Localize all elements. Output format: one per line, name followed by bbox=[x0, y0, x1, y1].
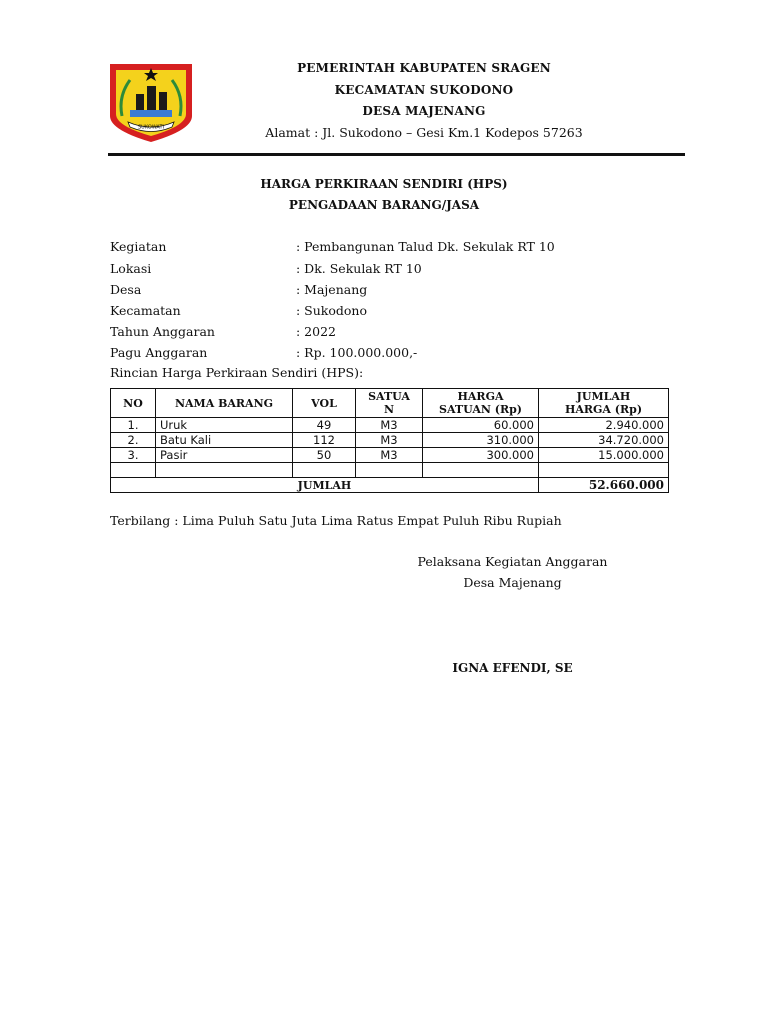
col-header-satuan-line2: N bbox=[383, 403, 395, 416]
cell-empty bbox=[356, 463, 423, 478]
cell-vol: 112 bbox=[293, 433, 356, 448]
cell-no: 2. bbox=[111, 433, 156, 448]
header-address: Alamat : Jl. Sukodono – Gesi Km.1 Kodepos 57263 bbox=[265, 125, 583, 140]
cell-empty bbox=[111, 463, 156, 478]
info-label: Pagu Anggaran bbox=[110, 345, 208, 360]
table-row bbox=[111, 448, 669, 463]
document-subtitle: PENGADAAN BARANG/JASA bbox=[288, 198, 480, 212]
cell-empty bbox=[293, 463, 356, 478]
header-village: DESA MAJENANG bbox=[362, 104, 486, 118]
col-header-jumlah-line2: HARGA (Rp) bbox=[564, 403, 643, 416]
cell-harga-satuan: 310.000 bbox=[423, 433, 539, 448]
cell-jumlah-harga: 15.000.000 bbox=[539, 448, 669, 463]
cell-empty bbox=[539, 463, 669, 478]
cell-empty bbox=[423, 463, 539, 478]
table-row bbox=[111, 433, 669, 448]
header-regency: PEMERINTAH KABUPATEN SRAGEN bbox=[297, 61, 551, 75]
table-caption: Rincian Harga Perkiraan Sendiri (HPS): bbox=[110, 365, 364, 380]
col-header-vol: VOL bbox=[293, 389, 356, 418]
cell-nama-barang: Pasir bbox=[156, 448, 293, 463]
cell-jumlah-harga: 34.720.000 bbox=[539, 433, 669, 448]
cell-nama-barang: Batu Kali bbox=[156, 433, 293, 448]
col-header-satuan-line1: SATUA bbox=[368, 390, 410, 403]
cell-vol: 49 bbox=[293, 418, 356, 433]
cell-nama-barang: Uruk bbox=[156, 418, 293, 433]
info-value: : Sukodono bbox=[296, 303, 368, 318]
info-value: : Majenang bbox=[296, 282, 368, 297]
col-header-jumlah-line1: JUMLAH bbox=[576, 390, 631, 403]
table-header-row bbox=[111, 389, 669, 418]
info-label: Lokasi bbox=[110, 261, 152, 276]
info-value: : Pembangunan Talud Dk. Sekulak RT 10 bbox=[296, 239, 555, 254]
total-value: 52.660.000 bbox=[539, 478, 669, 493]
col-header-harga-satuan bbox=[423, 389, 539, 418]
amount-in-words: Terbilang : Lima Puluh Satu Juta Lima Ratus Empat Puluh Ribu Rupiah bbox=[110, 513, 562, 528]
info-label: Kegiatan bbox=[110, 239, 167, 254]
signature-unit: Desa Majenang bbox=[463, 575, 562, 590]
cell-empty bbox=[156, 463, 293, 478]
signature-role: Pelaksana Kegiatan Anggaran bbox=[417, 554, 608, 569]
header-divider bbox=[108, 153, 685, 156]
cell-no: 3. bbox=[111, 448, 156, 463]
table-row bbox=[111, 418, 669, 433]
table-total-row bbox=[111, 478, 669, 493]
total-label: JUMLAH bbox=[111, 478, 539, 493]
cell-jumlah-harga: 2.940.000 bbox=[539, 418, 669, 433]
hps-table bbox=[110, 388, 669, 493]
cell-harga-satuan: 60.000 bbox=[423, 418, 539, 433]
col-header-harga-line2: SATUAN (Rp) bbox=[439, 403, 522, 416]
cell-satuan: M3 bbox=[356, 418, 423, 433]
col-header-harga-line1: HARGA bbox=[457, 390, 504, 403]
header-district: KECAMATAN SUKODONO bbox=[334, 83, 514, 97]
col-header-nama-barang: NAMA BARANG bbox=[156, 389, 293, 418]
signature-name: IGNA EFENDI, SE bbox=[452, 661, 573, 675]
table-row-empty bbox=[111, 463, 669, 478]
col-header-satuan bbox=[356, 389, 423, 418]
document-title: HARGA PERKIRAAN SENDIRI (HPS) bbox=[260, 177, 508, 191]
info-label: Tahun Anggaran bbox=[110, 324, 215, 339]
info-value: : Rp. 100.000.000,- bbox=[296, 345, 418, 360]
cell-no: 1. bbox=[111, 418, 156, 433]
svg-text:SUKOWATI: SUKOWATI bbox=[137, 124, 165, 131]
info-label: Kecamatan bbox=[110, 303, 181, 318]
cell-harga-satuan: 300.000 bbox=[423, 448, 539, 463]
col-header-jumlah-harga bbox=[539, 389, 669, 418]
info-value: : 2022 bbox=[296, 324, 336, 339]
info-value: : Dk. Sekulak RT 10 bbox=[296, 261, 422, 276]
cell-satuan: M3 bbox=[356, 433, 423, 448]
col-header-no: NO bbox=[111, 389, 156, 418]
cell-satuan: M3 bbox=[356, 448, 423, 463]
cell-vol: 50 bbox=[293, 448, 356, 463]
info-label: Desa bbox=[110, 282, 142, 297]
